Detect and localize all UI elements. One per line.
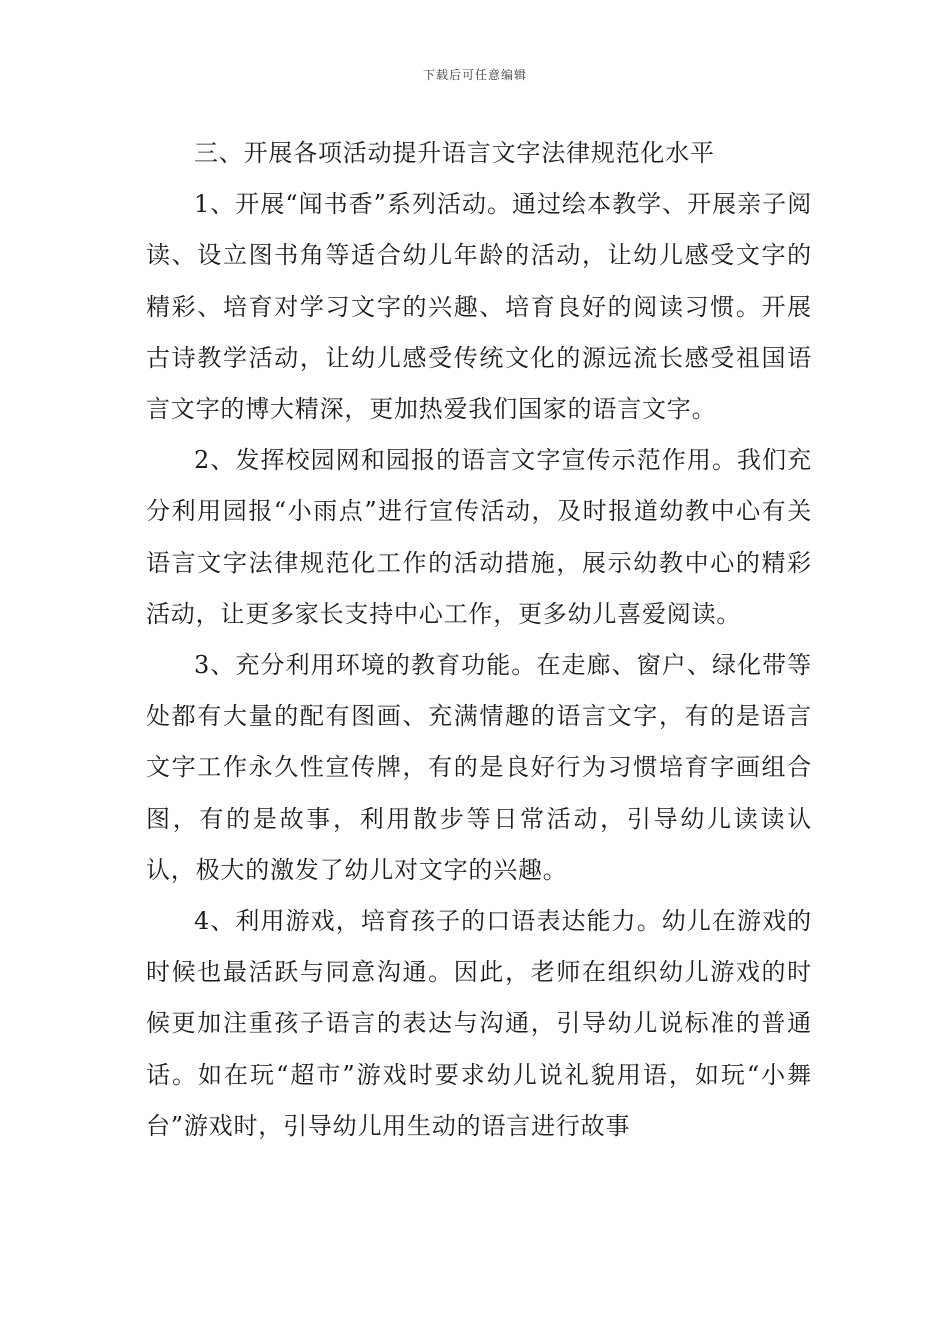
- paragraph-1: 1、开展“闻书香”系列活动。通过绘本教学、开展亲子阅读、设立图书角等适合幼儿年龄的活动，让幼儿感受文字的精彩、培育对学习文字的兴趣、培育良好的阅读习惯。开展古诗教学活动，让幼儿感受传统文化的源远流长感受祖国语言文字的博大精深，更加热爱我们国家的语言文字。: [146, 190, 812, 424]
- paragraph-4: 4、利用游戏，培育孩子的口语表达能力。幼儿在游戏的时候也最活跃与同意沟通。因此，老师在组织幼儿游戏的时候更加注重孩子语言的表达与沟通，引导幼儿说标准的普通话。如在玩“超市”游戏时要求幼儿说礼貌用语，如玩“小舞台”游戏时，引导幼儿用生动的语言进行故事: [146, 907, 812, 1140]
- document-body: [146, 128, 812, 1152]
- paragraph-3: 3、充分利用环境的教育功能。在走廊、窗户、绿化带等处都有大量的配有图画、充满情趣的语言文字，有的是语言文字工作永久性宣传牌，有的是良好行为习惯培育字画组合图，有的是故事，利用散步等日常活动，引导幼儿读读认认，极大的激发了幼儿对文字的兴趣。: [146, 651, 812, 884]
- section-heading: 三、开展各项活动提升语言文字法律规范化水平: [194, 139, 715, 167]
- header-note: 下载后可任意编辑: [422, 68, 527, 82]
- paragraph-2: 2、发挥校园网和园报的语言文字宣传示范作用。我们充分利用园报“小雨点”进行宣传活动，及时报道幼教中心有关语言文字法律规范化工作的活动措施，展示幼教中心的精彩活动，让更多家长支持中心工作，更多幼儿喜爱阅读。: [146, 446, 812, 628]
